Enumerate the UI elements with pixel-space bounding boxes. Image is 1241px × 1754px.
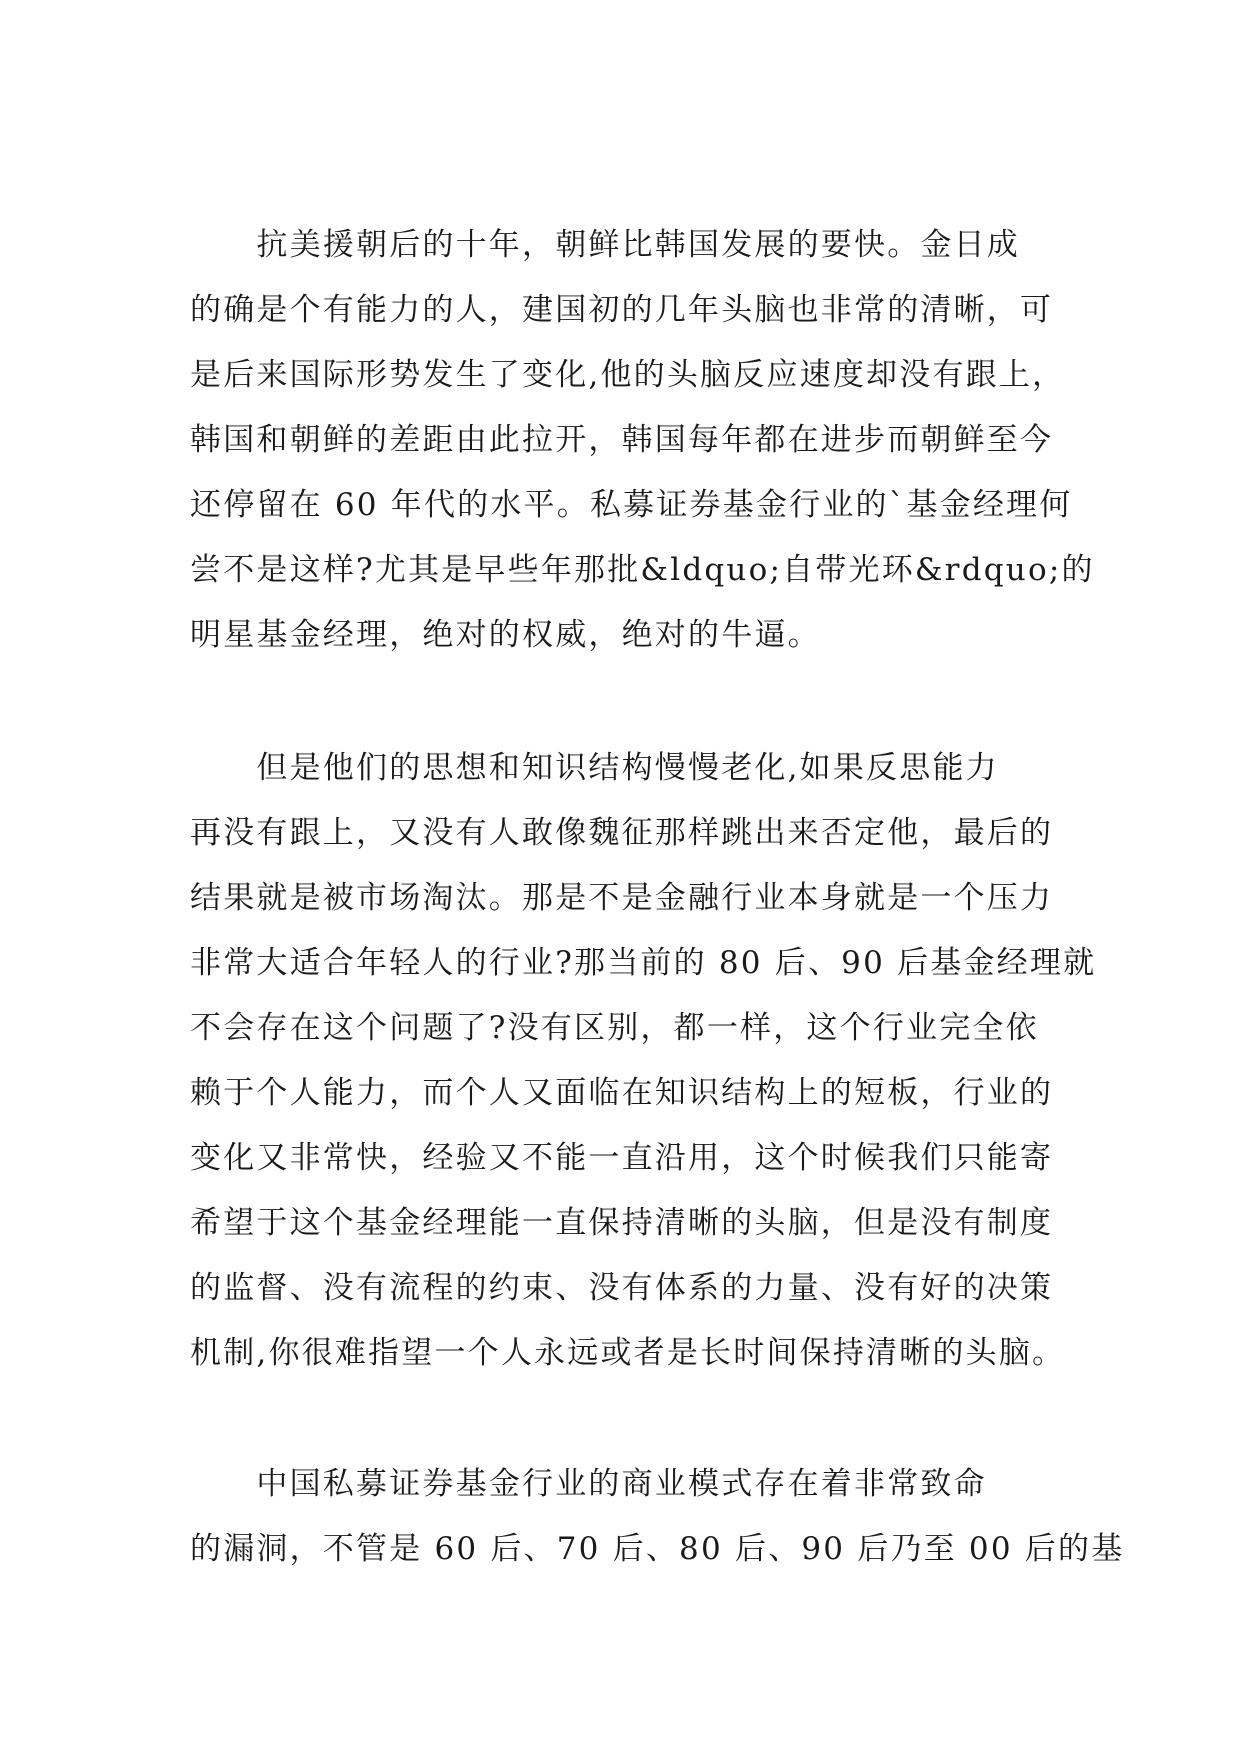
paragraph-line: 希望于这个基金经理能一直保持清晰的头脑，但是没有制度 xyxy=(190,1205,1054,1241)
paragraph-line: 的确是个有能力的人，建国初的几年头脑也非常的清晰，可 xyxy=(190,292,1054,328)
paragraph-line: 尝不是这样?尤其是早些年那批&ldquo;自带光环&rdquo;的 xyxy=(190,552,1095,588)
paragraph-line: 变化又非常快，经验又不能一直沿用，这个时候我们只能寄 xyxy=(190,1140,1054,1176)
paragraph-line: 机制,你很难指望一个人永远或者是长时间保持清晰的头脑。 xyxy=(190,1335,1066,1371)
paragraph-3 xyxy=(190,1452,1125,1582)
paragraph-line: 但是他们的思想和知识结构慢慢老化,如果反思能力 xyxy=(190,750,999,786)
paragraph-line: 韩国和朝鲜的差距由此拉开，韩国每年都在进步而朝鲜至今 xyxy=(190,422,1054,458)
paragraph-line: 非常大适合年轻人的行业?那当前的 80 后、90 后基金经理就 xyxy=(190,945,1097,981)
paragraph-line: 明星基金经理，绝对的权威，绝对的牛逼。 xyxy=(190,617,821,653)
paragraph-line: 的漏洞，不管是 60 后、70 后、80 后、90 后乃至 00 后的基 xyxy=(190,1531,1125,1567)
paragraph-line: 的监督、没有流程的约束、没有体系的力量、没有好的决策 xyxy=(190,1270,1054,1306)
paragraph-line: 再没有跟上，又没有人敢像魏征那样跳出来否定他，最后的 xyxy=(190,815,1054,851)
paragraph-line: 是后来国际形势发生了变化,他的头脑反应速度却没有跟上， xyxy=(190,357,1066,393)
paragraph-1 xyxy=(190,213,1095,668)
paragraph-line: 结果就是被市场淘汰。那是不是金融行业本身就是一个压力 xyxy=(190,880,1054,916)
paragraph-line: 不会存在这个问题了?没有区别，都一样，这个行业完全依 xyxy=(190,1010,1039,1046)
paragraph-line: 中国私募证券基金行业的商业模式存在着非常致命 xyxy=(190,1466,987,1502)
paragraph-2 xyxy=(190,736,1097,1386)
paragraph-line: 赖于个人能力，而个人又面临在知识结构上的短板，行业的 xyxy=(190,1075,1054,1111)
paragraph-line: 抗美援朝后的十年，朝鲜比韩国发展的要快。金日成 xyxy=(190,227,1020,263)
paragraph-line: 还停留在 60 年代的水平。私募证券基金行业的`基金经理何 xyxy=(190,487,1073,523)
